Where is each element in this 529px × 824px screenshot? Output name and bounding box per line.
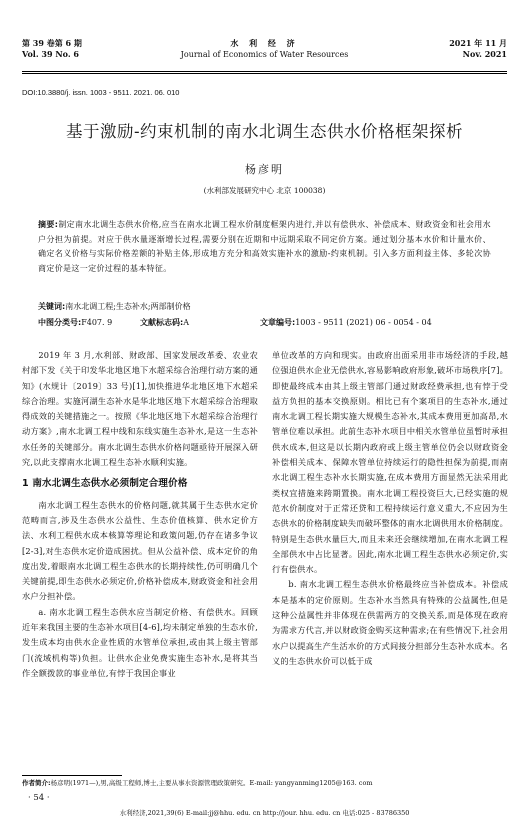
- keywords-label: 关键词:: [38, 302, 66, 311]
- keywords: [38, 300, 191, 314]
- clc-code: [38, 316, 112, 330]
- doc-value: A: [183, 318, 189, 327]
- journal-name: [22, 38, 507, 60]
- paragraph: 2019 年 3 月,水利部、财政部、国家发展改革委、农业农村部下发《关于印发华北地区地下水超采综合治理行动方案的通知》(水规计〔2019〕33 号)[1],加快推进华北地区地下水超采综合治理。实施河湖生态补水是华北地区地下水超采综合治理取得成效的关键措施之一。按照《华北地区地下水超采综合治理行动方案》,南水北调工程中线和东线实施生态补水,是这一生态补水任务的关键部分。南水北调生态供水价格问题亟待开展深入研究,以此支撑南水北调工程生态补水顺利实施。: [22, 350, 258, 468]
- clc-value: F407. 9: [81, 318, 113, 327]
- page-number: · 54 ·: [28, 793, 50, 803]
- issue-en: Vol. 39 No. 6: [22, 49, 79, 59]
- author-affiliation: (水利部发展研究中心 北京 100038): [203, 186, 326, 195]
- doi: DOI:10.3880/j. issn. 1003 - 9511. 2021. 06. 010: [22, 88, 180, 97]
- article-title: 基于激励-约束机制的南水北调生态供水价格框架探析: [65, 122, 464, 141]
- paragraph: a. 南水北调工程生态供水应当制定价格、有偿供水。回顾近年来我国主要的生态补水项目[4-6],均未制定单独的生态水价,发生成本均由供水企业性质的水管单位承担,或由其上级主管部门(流域机构等)负担。让供水企业免费实施生态补水,是将其当作全额拨款的事业单位,有悖于我国企事业: [22, 606, 258, 678]
- doc-label: 文献标志码:: [140, 318, 184, 327]
- abstract-text: 制定南水北调生态供水价格,应当在南水北调工程水价制度框架内进行,并以有偿供水、补偿成本、财政资金和社会用水户分担为前提。对应于供水量逐渐增长过程,需要分别在近期和中远期采取不同定价方案。通过划分基本水价和计量水价、确定名义价格与实际价格差额的补贴主体,形成地方充分和高效实施补水的激励-约束机制。引入多方面利益主体、多轮次协商定价是这一定价过程的基本特征。: [38, 220, 491, 273]
- footnote-rule: [22, 775, 122, 776]
- header-rule-bottom: [22, 73, 507, 74]
- date-en: Nov. 2021: [462, 49, 507, 59]
- date-cn: 2021 年 11 月: [449, 38, 507, 48]
- issue-cn: 第 39 卷第 6 期: [22, 38, 82, 48]
- abstract: [38, 218, 491, 276]
- journal-name-en: Journal of Economics of Water Resources: [180, 50, 349, 59]
- body-column-right: [272, 348, 508, 669]
- paragraph: 单位改革的方向和现实。由政府出面采用非市场经济的手段,越位强迫供水企业无偿供水,容易影响政府形象,破坏市场秩序[7]。即使最终成本由其上级主管部门通过财政经费承担,也有悖于受益方负担的基本交换原则。相比已有个案项目的生态补水,通过南水北调工程长期实施大规模生态补水,其成本费用更加高昂,水管单位难以承担。此前生态补水项目中相关水管单位虽暂时承担供水成本,但这是以长期内政府或上级主管单位仍会以财政资金补偿相关成本、保障水管单位持续运行的隐性担保为前提,而南水北调工程生态补水长期实施,在成本费用方面显然无法采用此类权宜措施来跨期置换。南水北调工程投资巨大,已经实施的规范水价制度对于正常还贷和工程持续运行意义重大,不应因为生态供水的价格制度缺失而破坏整体的南水北调供用水价格制度。特别是生态供水量巨大,而且未来还会继续增加,在南水北调工程全部供水中占比显著。因此,南水北调工程生态供水必须定价,实行有偿供水。: [272, 350, 508, 575]
- keywords-text: 南水北调工程;生态补水;两部制价格: [65, 302, 191, 311]
- author-footnote: [22, 778, 507, 788]
- header-rule-top: [22, 71, 507, 72]
- publish-date: [449, 38, 507, 60]
- article-number: [260, 316, 432, 330]
- footnote-text: 杨彦明(1971—),男,高级工程师,博士,主要从事水资源管理政策研究。E-mail: yangyanming1205@163. com: [50, 779, 373, 787]
- body-column-left: [22, 348, 258, 681]
- paragraph: b. 南水北调工程生态供水价格最终应当补偿成本。补偿成本是基本的定价原则。生态补水当然具有特殊的公益属性,但是这种公益属性并非体现在供需两方的交换关系,而是体现在政府为需求方代言,并以财政资金购买这种需求;在有些情况下,社会用水户以提高生产生活水价的方式间接分担部分生态补水成本。名义的生态供水价可以低于成: [272, 579, 508, 666]
- section-heading: 1 南水北调生态供水必须制定合理价格: [22, 478, 188, 490]
- journal-name-cn: 水 利 经 济: [230, 38, 299, 48]
- journal-contact-line: 水利经济,2021,39(6) E-mail:jj@hhu. edu. cn http://jour. hhu. edu. cn 电话:025 - 83786350: [119, 809, 410, 817]
- clc-label: 中图分类号:: [38, 318, 82, 327]
- journal-header: [22, 38, 507, 68]
- art-label: 文章编号:: [260, 318, 296, 327]
- doc-code: [140, 316, 189, 330]
- abstract-label: 摘要:: [38, 220, 59, 229]
- paragraph: 南水北调工程生态供水的价格问题,就其属于生态供水定价范畴而言,涉及生态供水公益性、生态价值核算、供水定价方法、水利工程供水成本核算等理论和政策问题,仍存在诸多争议[2-3],对生态供水定价造成困扰。但从公益补偿、成本定价的角度出发,着眼南水北调工程生态供水的长期持续性,仍可明确几个关键前提,即生态供水必须定价,价格补偿成本,财政资金和社会用水户分担补偿。: [22, 499, 258, 602]
- art-value: 1003 - 9511 (2021) 06 - 0054 - 04: [295, 318, 432, 327]
- author-name: 杨彦明: [245, 163, 284, 176]
- footnote-label: 作者简介:: [22, 779, 51, 787]
